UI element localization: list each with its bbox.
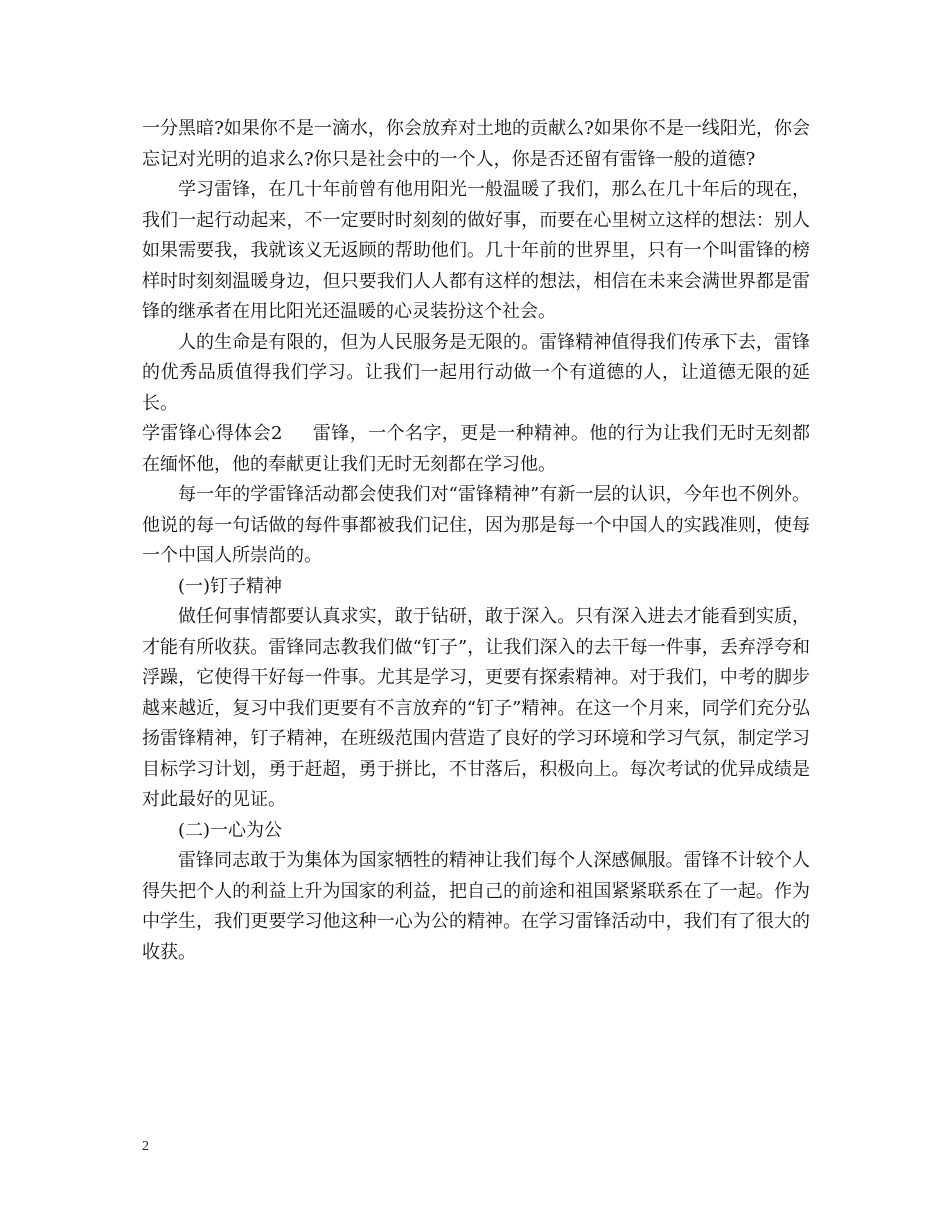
- document-body: [142, 114, 810, 968]
- paragraph-with-title: [142, 419, 810, 480]
- section-title: 学雷锋心得体会2: [142, 423, 283, 444]
- paragraph: 雷锋同志敢于为集体为国家牺牲的精神让我们每个人深感佩服。雷锋不计较个人得失把个人的利益上升为国家的利益，把自己的前途和祖国紧紧联系在了一起。作为中学生，我们更要学习他这种一心为公的精神。在学习雷锋活动中，我们有了很大的收获。: [142, 850, 810, 963]
- paragraph-text: 雷锋，一个名字，更是一种精神。他的行为让我们无时无刻都在缅怀他，他的奉献更让我们无时无刻都在学习他。: [142, 423, 811, 475]
- page-number: 2: [142, 1139, 149, 1154]
- paragraph: 学习雷锋，在几十年前曾有他用阳光一般温暖了我们，那么在几十年后的现在，我们一起行动起来，不一定要时时刻刻的做好事，而要在心里树立这样的想法：别人如果需要我，我就该义无返顾的帮助他们。几十年前的世界里，只有一个叫雷锋的榜样时时刻刻温暖身边，但只要我们人人都有这样的想法，相信在未来会满世界都是雷锋的继承者在用比阳光还温暖的心灵装扮这个社会。: [142, 179, 810, 322]
- paragraph: 每一年的学雷锋活动都会使我们对“雷锋精神”有新一层的认识，今年也不例外。他说的每一句话做的每件事都被我们记住，因为那是每一个中国人的实践准则，使每一个中国人所崇尚的。: [142, 484, 810, 566]
- paragraph: 做任何事情都要认真求实，敢于钻研，敢于深入。只有深入进去才能看到实质，才能有所收获。雷锋同志教我们做“钉子”，让我们深入的去干每一件事，丢弃浮夸和浮躁，它使得干好每一件事。尤其是学习，更要有探索精神。对于我们，中考的脚步越来越近，复习中我们更要有不言放弃的“钉子”精神。在这一个月来，同学们充分弘扬雷锋精神，钉子精神，在班级范围内营造了良好的学习环境和学习气氛，制定学习目标学习计划，勇于赶超，勇于拼比，不甘落后，积极向上。每次考试的优异成绩是对此最好的见证。: [142, 606, 810, 810]
- section-heading: (二)一心为公: [178, 819, 283, 841]
- section-heading: (一)钉子精神: [178, 575, 283, 597]
- paragraph: 人的生命是有限的，但为人民服务是无限的。雷锋精神值得我们传承下去，雷锋的优秀品质值得我们学习。让我们一起用行动做一个有道德的人，让道德无限的延长。: [142, 331, 810, 414]
- paragraph: 一分黑暗?如果你不是一滴水，你会放弃对土地的贡献么?如果你不是一线阳光，你会忘记对光明的追求么?你只是社会中的一个人，你是否还留有雷锋一般的道德?: [142, 118, 810, 170]
